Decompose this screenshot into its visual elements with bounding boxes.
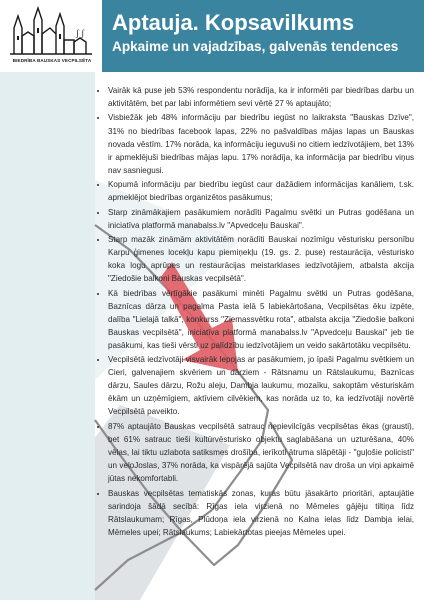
finding-item: • Kopumā informāciju par biedrību iegūst caur dažādiem informācijas kanāliem, t.sk. apmeklējot biedrības organizētos pasākumus; xyxy=(108,178,414,204)
findings-list xyxy=(98,84,414,540)
finding-item: • Vecpilsētā iedzīvotāji visvairāk lepojas ar pasākumiem, jo īpaši Pagalmu svētkiem un Cieri, galvenajiem skvēriem un dārziem - Rātsnamu un Rātslaukumu, Baznīcas dārzu, Saules dārzu, Rožu aleju, Dambja laukumu, mozaīku, sakoptām vēsturiskām ēkām un uzņēmīgiem, aktīviem cilvēkiem, kas norāda uz to, ka iedzīvotāji novērtē Vecpilsētā paveikto. xyxy=(108,353,414,418)
page-subtitle: Apkaime un vajadzības, galvenās tendences xyxy=(112,39,399,54)
finding-item: • Vairāk kā puse jeb 53% respondentu norādīja, ka ir informēti par biedrības darbu un aktivitātēm, bet par labi informētiem sevi vērtē 27 % aptaujāto; xyxy=(108,84,414,110)
finding-item: • Kā biedrības vērtīgākie pasākumi minēti Pagalmu svētki un Putras godēšana, Baznīcas dārza un pagalma Pasta ielā 5 labiekārtošana, Vecpilsētas ēku izpēte, dalība "Lielajā talkā", konkurss "Ziemassvētku rota", atbalsta akcija "Ziedošie balkoni Bauskas vecpilsētā", iniciatīva platformā manabalss.lv "Apvedceļu Bauskai" jeb tie pasākumi, kas tieši vērsti uz palīdzību iedzīvotājiem un veido sakārtotāku vecpilsētu. xyxy=(108,287,414,352)
svg-text:ʃ ʃ: ʃ ʃ xyxy=(76,28,85,38)
old-town-skyline-icon xyxy=(8,6,94,56)
decor-shape-teal xyxy=(0,60,95,600)
finding-item: • Bauskas vecpilsētas tematiskās zonas, kuras būtu jāsakārto prioritāri, aptaujātie sarindoja šādā secībā: Rīgas iela virzienā no Mēmeles gājēju tiltiņa līdz Rātslaukumam; Rīgas, Plūdoņa iela virzienā no Kalna ielas līdz Dambja ielai, Mēmeles upei; Rātslaukums; Labiekārtotas pieejas Mēmeles upei. xyxy=(108,487,414,539)
finding-item: • Visbiežāk jeb 48% informāciju par biedrību iegūst no laikraksta "Bauskas Dzīve", 31% no biedrības facebook lapas, 22% no pašvaldības mājas lapas un Bauskas novada vēstīm. 17% norāda, ka informāciju ieguvuši no citiem iedzīvotājiem, bet 13% ir apmeklējuši biedrības mājas lapu. 17% norādīja, ka informācija par biedrību viņus nav sasniegusi. xyxy=(108,111,414,176)
page-title: Aptauja. Kopsavilkums xyxy=(112,10,355,35)
finding-item: • 87% aptaujāto Bauskas vecpilsētā satrauc nepievilcīgās vecpilsētas ēkas (grausti), bet 61% satrauc tieši kultūrvēsturisko objektu saglabāšana un uzturēšana, 40% vēlas, lai tiktu uzlabota satiksmes drošība, ierīkoti ātruma slāpētāji - "guļošie policisti" un veloJoslas, 37% norāda, ka vispārējā sajūta Vecpilsētā nav droša un viņi apkaimē jūtas nekomfortabli. xyxy=(108,420,414,485)
logo-text: BIEDRĪBA BAUSKAS VECPILSĒTA xyxy=(12,58,92,63)
finding-item: • Starp zināmākajiem pasākumiem norādīti Pagalmu svētki un Putras godēšana un iniciatīva platformā manabalss.lv "Apvedceļu Bauskai". xyxy=(108,206,414,232)
logo xyxy=(0,0,102,72)
finding-item: • Starp mazāk zināmām aktivitātēm norādīti Bauskai nozīmīgu vēsturisku personību Karpu ģimenes locekļu kapu piemiņekļu (19. gs. 2. puse) restaurācija, vēsturisko koka logu aprūpes un restaurācijas meistarklases iedzīvotājiem, atbalsta akcija "Ziedošie balkoni Bauskas vecpilsētā". xyxy=(108,233,414,285)
